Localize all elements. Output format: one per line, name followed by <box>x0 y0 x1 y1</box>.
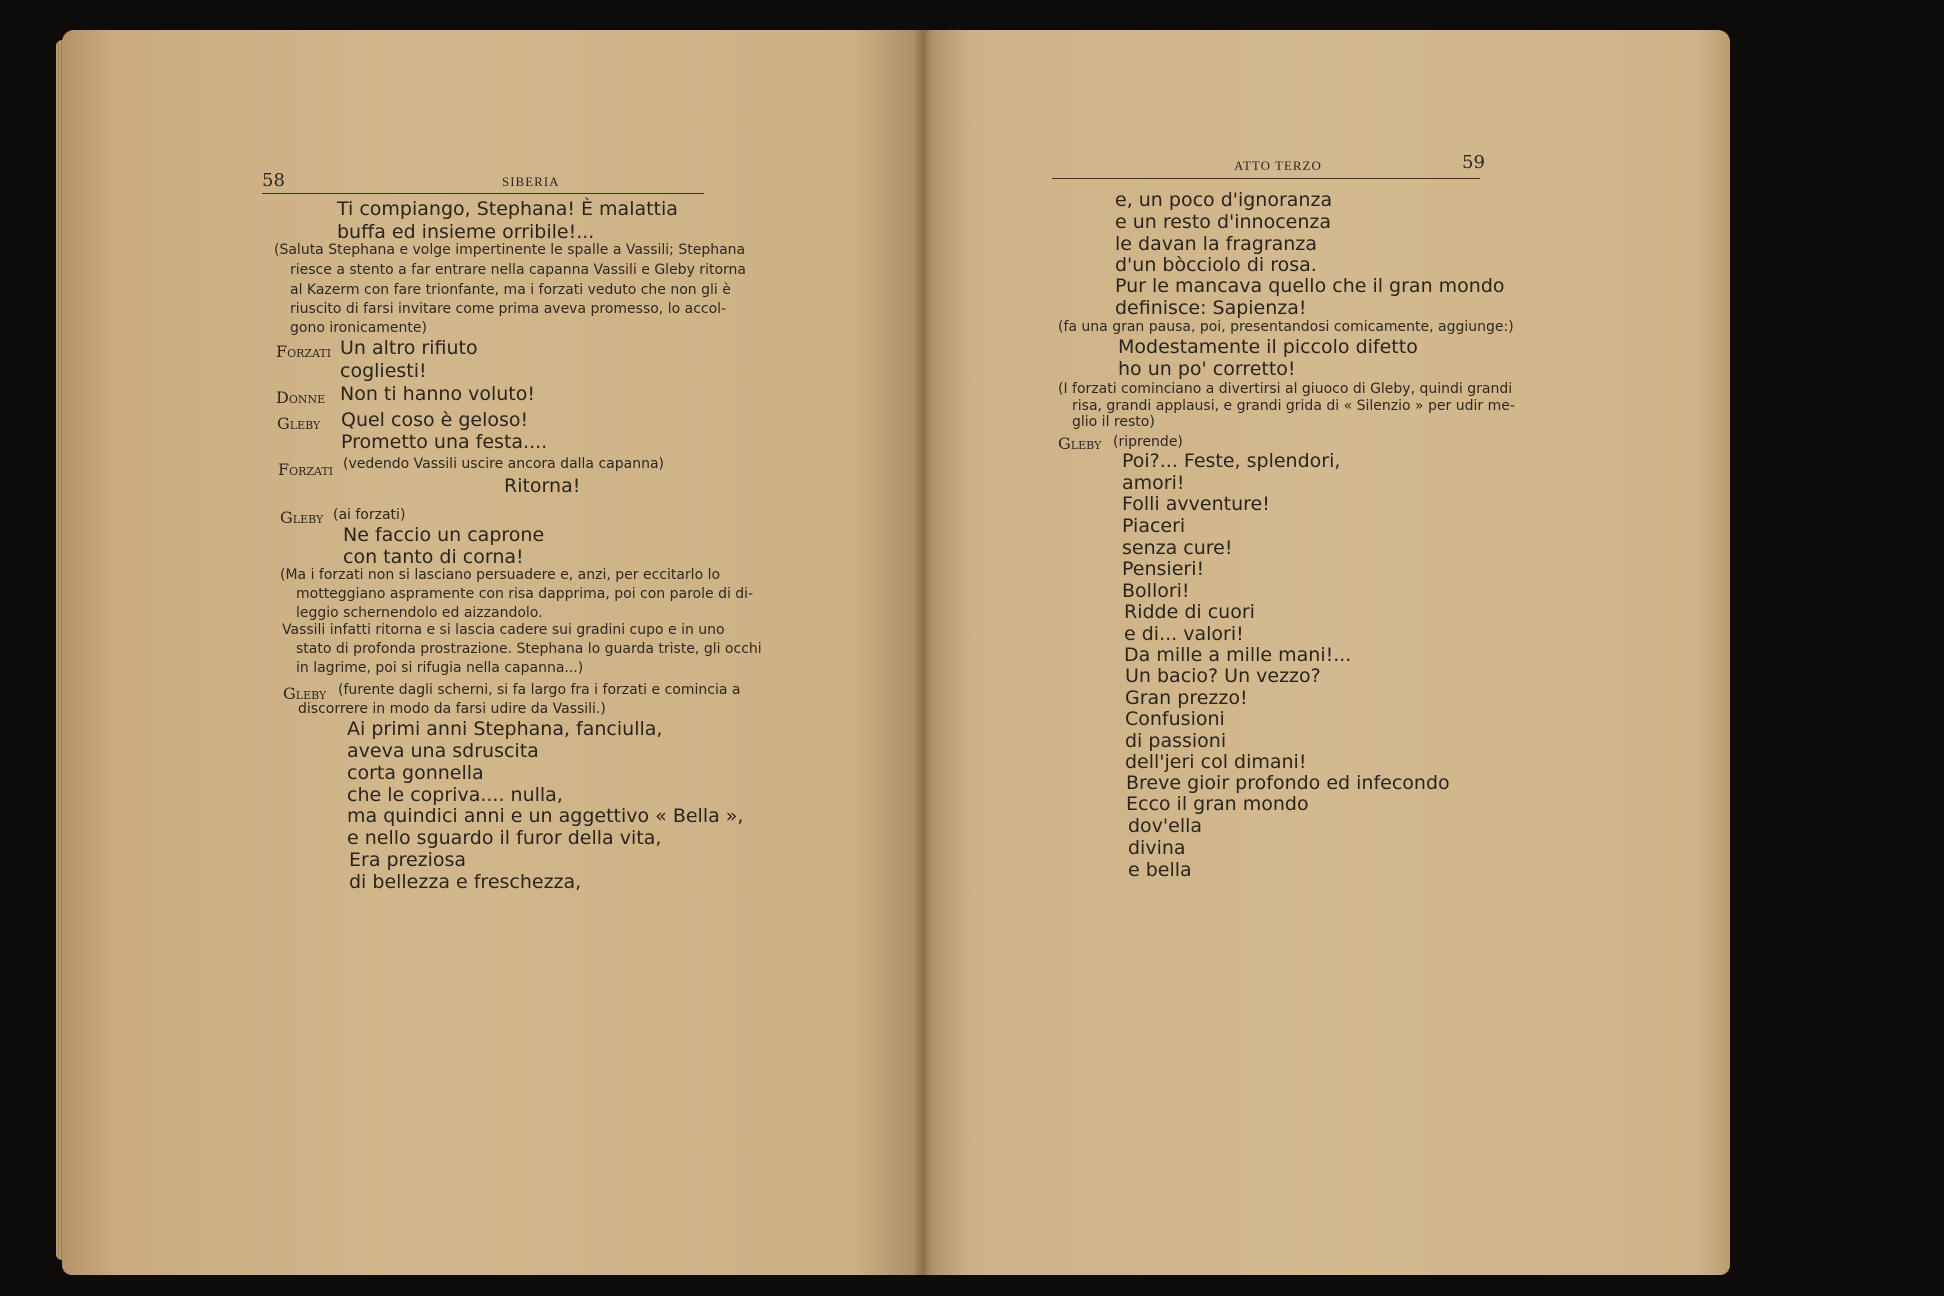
running-head: SIBERIA <box>502 174 560 189</box>
verse-line: Quel coso è geloso! <box>341 409 529 431</box>
verse-line: Bollori! <box>1122 580 1190 602</box>
stage-direction: gono ironicamente) <box>290 320 427 336</box>
verse-line: Pur le mancava quello che il gran mondo <box>1115 275 1505 297</box>
stage-direction: stato di profonda prostrazione. Stephana lo guarda triste, gli occhi <box>296 641 762 657</box>
speaker-name: Forzati <box>276 342 332 361</box>
verse-line: e un resto d'innocenza <box>1115 211 1332 233</box>
verse-line: aveva una sdruscita <box>347 740 539 762</box>
verse-line: e di... valori! <box>1124 623 1244 645</box>
verse-line: senza cure! <box>1122 537 1233 559</box>
verse-line: corta gonnella <box>347 762 484 784</box>
verse-line: Ti compiango, Stephana! È malattia <box>337 198 678 220</box>
verse-line: Gran prezzo! <box>1125 687 1248 709</box>
left-page <box>62 30 922 1275</box>
verse-line: Era preziosa <box>349 849 467 871</box>
verse-line: Un altro rifiuto <box>340 337 478 359</box>
stage-direction: leggio schernendolo ed aizzandolo. <box>296 605 543 621</box>
verse-line: Breve gioir profondo ed infecondo <box>1126 772 1450 794</box>
speaker-name: Gleby <box>283 684 327 703</box>
verse-line: amori! <box>1122 472 1185 494</box>
verse-line: buffa ed insieme orribile!... <box>337 221 595 243</box>
verse-line: di bellezza e freschezza, <box>349 871 582 893</box>
verse-line: Ridde di cuori <box>1124 601 1255 623</box>
stage-direction: in lagrime, poi si rifugia nella capanna...) <box>296 660 584 676</box>
verse-line: divina <box>1128 837 1186 859</box>
stage-direction: riesce a stento a far entrare nella capanna Vassili e Gleby ritorna <box>290 262 746 278</box>
verse-line: le davan la fragranza <box>1115 233 1317 255</box>
stage-direction: (ai forzati) <box>333 507 406 523</box>
header-rule <box>1052 178 1480 179</box>
running-head: ATTO TERZO <box>1234 158 1322 173</box>
stage-direction: risa, grandi applausi, e grandi grida di « Silenzio » per udir me- <box>1072 398 1515 414</box>
stage-direction: motteggiano aspramente con risa dapprima, poi con parole di di- <box>296 586 754 602</box>
verse-line: Pensieri! <box>1122 558 1205 580</box>
stage-direction: (riprende) <box>1113 434 1183 450</box>
verse-line: Ne faccio un caprone <box>343 524 545 546</box>
verse-line: ma quindici anni e un aggettivo « Bella », <box>347 805 744 827</box>
verse-line: ho un po' corretto! <box>1118 358 1296 380</box>
header-rule <box>262 193 704 194</box>
stage-direction: (furente dagli scherni, si fa largo fra i forzati e comincia a <box>338 682 741 698</box>
stage-direction: (Saluta Stephana e volge impertinente le spalle a Vassili; Stephana <box>274 242 746 258</box>
verse-line: dov'ella <box>1128 815 1203 837</box>
verse-line: Un bacio? Un vezzo? <box>1125 665 1321 687</box>
speaker-name: Gleby <box>1058 434 1102 453</box>
stage-direction: (Ma i forzati non si lasciano persuadere e, anzi, per eccitarlo lo <box>280 567 721 583</box>
stage-direction: glio il resto) <box>1072 414 1155 430</box>
stage-direction: Vassili infatti ritorna e si lascia cadere sui gradini cupo e in uno <box>282 622 725 638</box>
book-gutter <box>914 30 932 1275</box>
verse-line: dell'jeri col dimani! <box>1125 751 1307 773</box>
speaker-name: Forzati <box>278 460 334 479</box>
speaker-name: Gleby <box>277 414 321 433</box>
open-book <box>62 30 1730 1275</box>
verse-line: d'un bòcciolo di rosa. <box>1115 254 1317 276</box>
verse-line: di passioni <box>1125 730 1227 752</box>
verse-line: Da mille a mille mani!... <box>1124 644 1352 666</box>
page-number: 58 <box>262 170 285 191</box>
verse-line: definisce: Sapienza! <box>1115 297 1307 319</box>
verse-line: Piaceri <box>1122 515 1186 537</box>
verse-line: Folli avventure! <box>1122 493 1270 515</box>
verse-line: e nello sguardo il furor della vita, <box>347 827 662 849</box>
verse-line: Poi?... Feste, splendori, <box>1122 450 1341 472</box>
speaker-name: Gleby <box>280 508 324 527</box>
speaker-name: Donne <box>276 388 326 407</box>
verse-line: con tanto di corna! <box>343 546 524 568</box>
verse-line: Ritorna! <box>504 475 581 497</box>
verse-line: Ai primi anni Stephana, fanciulla, <box>347 718 663 740</box>
verse-line: Prometto una festa.... <box>341 431 548 453</box>
stage-direction: (I forzati cominciano a divertirsi al giuoco di Gleby, quindi grandi <box>1058 381 1513 397</box>
verse-line: Non ti hanno voluto! <box>340 383 536 405</box>
verse-line: Confusioni <box>1125 708 1225 730</box>
stage-direction: (fa una gran pausa, poi, presentandosi comicamente, aggiunge:) <box>1058 319 1514 335</box>
verse-line: e, un poco d'ignoranza <box>1115 189 1333 211</box>
stage-direction: al Kazerm con fare trionfante, ma i forzati veduto che non gli è <box>290 282 731 298</box>
verse-line: e bella <box>1128 859 1192 881</box>
verse-line: Ecco il gran mondo <box>1126 793 1309 815</box>
verse-line: Modestamente il piccolo difetto <box>1118 336 1418 358</box>
right-page <box>922 30 1730 1275</box>
verse-line: cogliesti! <box>340 360 427 382</box>
stage-direction: discorrere in modo da farsi udire da Vassili.) <box>298 701 606 717</box>
stage-direction: riuscito di farsi invitare come prima aveva promesso, lo accol- <box>290 301 727 317</box>
verse-line: che le copriva.... nulla, <box>347 784 563 806</box>
stage-direction: (vedendo Vassili uscire ancora dalla capanna) <box>343 456 664 472</box>
page-number: 59 <box>1462 152 1485 173</box>
